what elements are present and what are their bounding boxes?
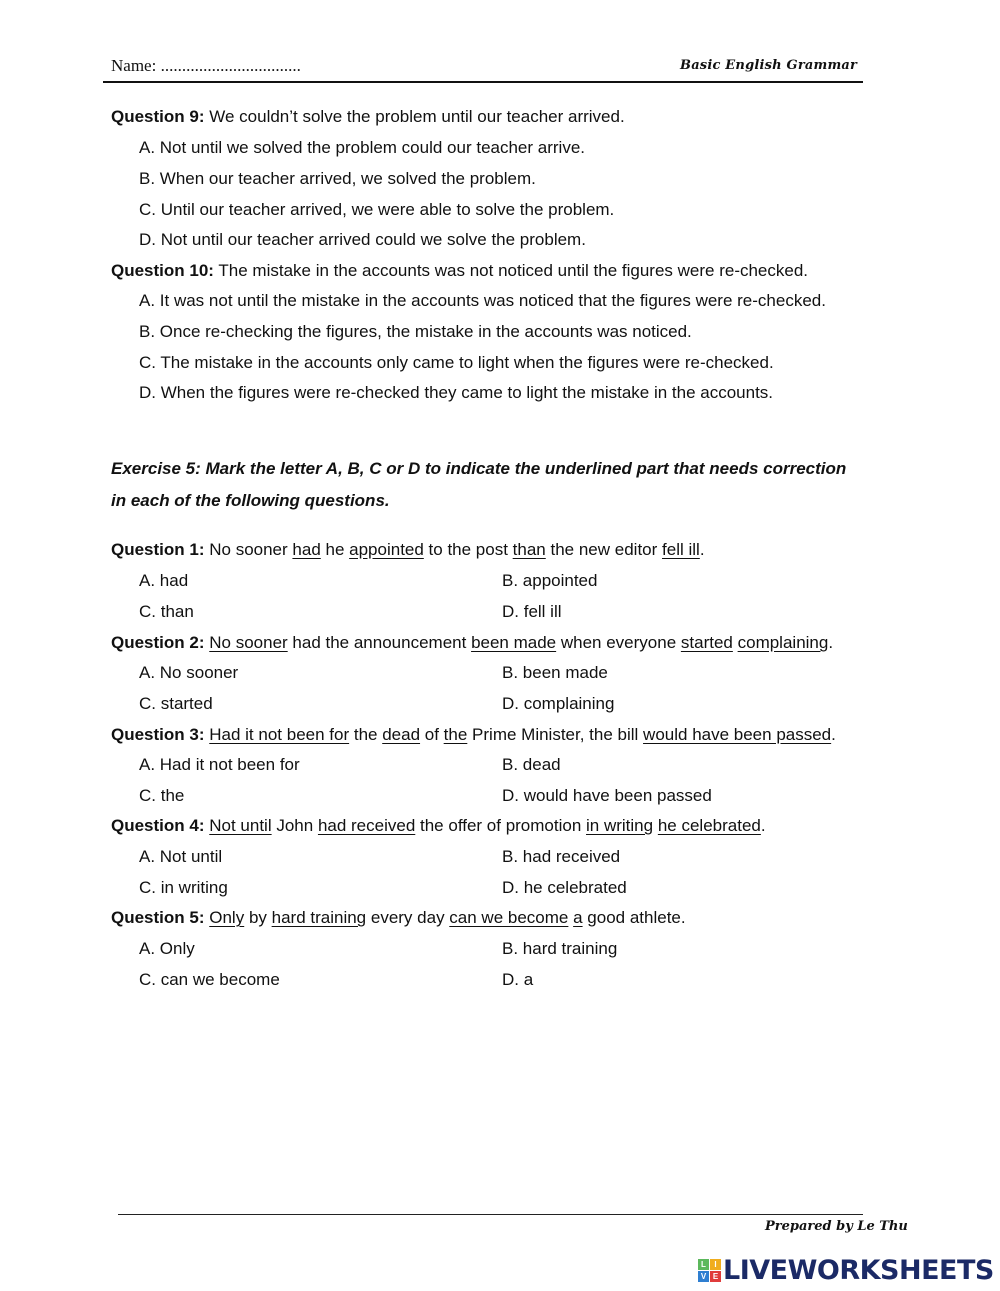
underlined-part-a: No sooner xyxy=(209,633,288,652)
ex5-q4-option-d[interactable]: D. he celebrated xyxy=(502,878,627,897)
header-divider xyxy=(103,81,863,83)
ex5-q5-option-a[interactable]: A. Only xyxy=(139,939,195,958)
q10-option-d[interactable]: D. When the figures were re-checked they came to light the mistake in the accounts. xyxy=(139,383,774,402)
ex5-q1-option-d[interactable]: D. fell ill xyxy=(502,602,562,621)
worksheet-title: Basic English Grammar xyxy=(680,58,858,73)
name-field-label: Name: ................................. xyxy=(111,56,301,75)
text-segment: No sooner xyxy=(204,540,293,559)
brand-name: LIVEWORKSHEETS xyxy=(723,1255,994,1286)
ex5-question-3 xyxy=(111,725,836,745)
ex5-q4-option-a[interactable]: A. Not until xyxy=(139,847,223,866)
underlined-part-d: complaining xyxy=(737,633,829,652)
text-segment: . xyxy=(760,816,766,835)
text-segment: John xyxy=(271,816,318,835)
text-segment: every day xyxy=(366,908,450,927)
q10-option-b[interactable]: B. Once re-checking the figures, the mistake in the accounts was noticed. xyxy=(139,322,692,341)
text-segment: . xyxy=(831,725,836,744)
question-label: Question 4: xyxy=(111,816,205,835)
q9-option-b[interactable]: B. When our teacher arrived, we solved the problem. xyxy=(139,169,536,188)
underlined-part-c: can we become xyxy=(449,908,569,927)
underlined-part-c: started xyxy=(680,633,733,652)
ex5-q3-option-d[interactable]: D. would have been passed xyxy=(502,786,712,805)
underlined-part-a: Not until xyxy=(209,816,272,835)
underlined-part-c: than xyxy=(512,540,546,559)
ex5-q1-option-a[interactable]: A. had xyxy=(139,571,189,590)
ex5-question-1 xyxy=(111,540,705,560)
underlined-part-c: in writing xyxy=(586,816,654,835)
text-segment: by xyxy=(244,908,272,927)
text-segment: when everyone xyxy=(556,633,681,652)
question-text: The mistake in the accounts was not noticed until the figures were re-checked. xyxy=(213,261,809,280)
underlined-part-b: had received xyxy=(317,816,416,835)
underlined-part-d: would have been passed xyxy=(643,725,832,744)
ex5-q2-option-b[interactable]: B. been made xyxy=(502,663,608,682)
q9-option-c[interactable]: C. Until our teacher arrived, we were able to solve the problem. xyxy=(139,200,615,219)
underlined-part-d: a xyxy=(573,908,583,927)
ex5-q3-option-a[interactable]: A. Had it not been for xyxy=(139,755,300,774)
text-segment: had the announcement xyxy=(287,633,472,652)
question-text: We couldn’t solve the problem until our teacher arrived. xyxy=(204,107,625,126)
question-label: Question 3: xyxy=(111,725,205,744)
underlined-part-b: appointed xyxy=(349,540,424,559)
exercise-5-instruction-line1: Exercise 5: Mark the letter A, B, C or D to indicate the underlined part that needs correction xyxy=(111,459,847,478)
question-label: Question 2: xyxy=(111,633,205,652)
ex5-q3-option-b[interactable]: B. dead xyxy=(502,755,561,774)
ex5-q2-option-c[interactable]: C. started xyxy=(139,694,213,713)
text-segment: of xyxy=(420,725,444,744)
underlined-part-b: been made xyxy=(471,633,557,652)
ex5-q2-option-d[interactable]: D. complaining xyxy=(502,694,615,713)
ex5-question-5 xyxy=(111,908,686,928)
ex5-q5-option-b[interactable]: B. hard training xyxy=(502,939,618,958)
question-10 xyxy=(111,261,808,281)
underlined-part-b: dead xyxy=(382,725,421,744)
underlined-part-a: had xyxy=(292,540,321,559)
exercise-5-instruction-line2: in each of the following questions. xyxy=(111,491,390,510)
question-label: Question 5: xyxy=(111,908,205,927)
underlined-part-d: he celebrated xyxy=(657,816,761,835)
text-segment: to the post xyxy=(423,540,513,559)
ex5-q1-option-b[interactable]: B. appointed xyxy=(502,571,598,590)
ex5-q4-option-b[interactable]: B. had received xyxy=(502,847,621,866)
text-segment: the new editor xyxy=(545,540,663,559)
text-segment: . xyxy=(699,540,705,559)
text-segment: he xyxy=(320,540,350,559)
ex5-q5-option-c[interactable]: C. can we become xyxy=(139,970,280,989)
question-label: Question 9: xyxy=(111,107,205,126)
text-segment: the xyxy=(349,725,383,744)
ex5-q5-option-d[interactable]: D. a xyxy=(502,970,534,989)
footer-divider xyxy=(118,1214,863,1215)
live-blocks-icon xyxy=(698,1259,721,1282)
ex5-q4-option-c[interactable]: C. in writing xyxy=(139,878,228,897)
text-segment: . xyxy=(828,633,834,652)
underlined-part-d: fell ill xyxy=(662,540,700,559)
underlined-part-a: Had it not been for xyxy=(209,725,350,744)
logo-block-v: V xyxy=(698,1271,709,1282)
text-segment: Prime Minister, the bill xyxy=(467,725,644,744)
question-label: Question 1: xyxy=(111,540,205,559)
logo-block-l: L xyxy=(698,1259,709,1270)
ex5-q3-option-c[interactable]: C. the xyxy=(139,786,185,805)
underlined-part-b: hard training xyxy=(271,908,367,927)
underlined-part-c: the xyxy=(443,725,468,744)
ex5-q1-option-c[interactable]: C. than xyxy=(139,602,194,621)
q9-option-d[interactable]: D. Not until our teacher arrived could we solve the problem. xyxy=(139,230,586,249)
question-label: Question 10: xyxy=(111,261,214,280)
ex5-question-2 xyxy=(111,633,833,653)
ex5-q2-option-a[interactable]: A. No sooner xyxy=(139,663,239,682)
liveworksheets-logo xyxy=(698,1255,994,1286)
logo-block-e: E xyxy=(710,1271,721,1282)
q10-option-a[interactable]: A. It was not until the mistake in the accounts was noticed that the figures were re-checked. xyxy=(139,291,826,310)
prepared-by: Prepared by Le Thu xyxy=(765,1219,908,1234)
question-9 xyxy=(111,107,625,127)
text-segment: the offer of promotion xyxy=(415,816,587,835)
q10-option-c[interactable]: C. The mistake in the accounts only came to light when the figures were re-checked. xyxy=(139,353,774,372)
text-segment: good athlete. xyxy=(582,908,686,927)
logo-block-i: I xyxy=(710,1259,721,1270)
underlined-part-a: Only xyxy=(209,908,245,927)
ex5-question-4 xyxy=(111,816,766,836)
q9-option-a[interactable]: A. Not until we solved the problem could our teacher arrive. xyxy=(139,138,586,157)
